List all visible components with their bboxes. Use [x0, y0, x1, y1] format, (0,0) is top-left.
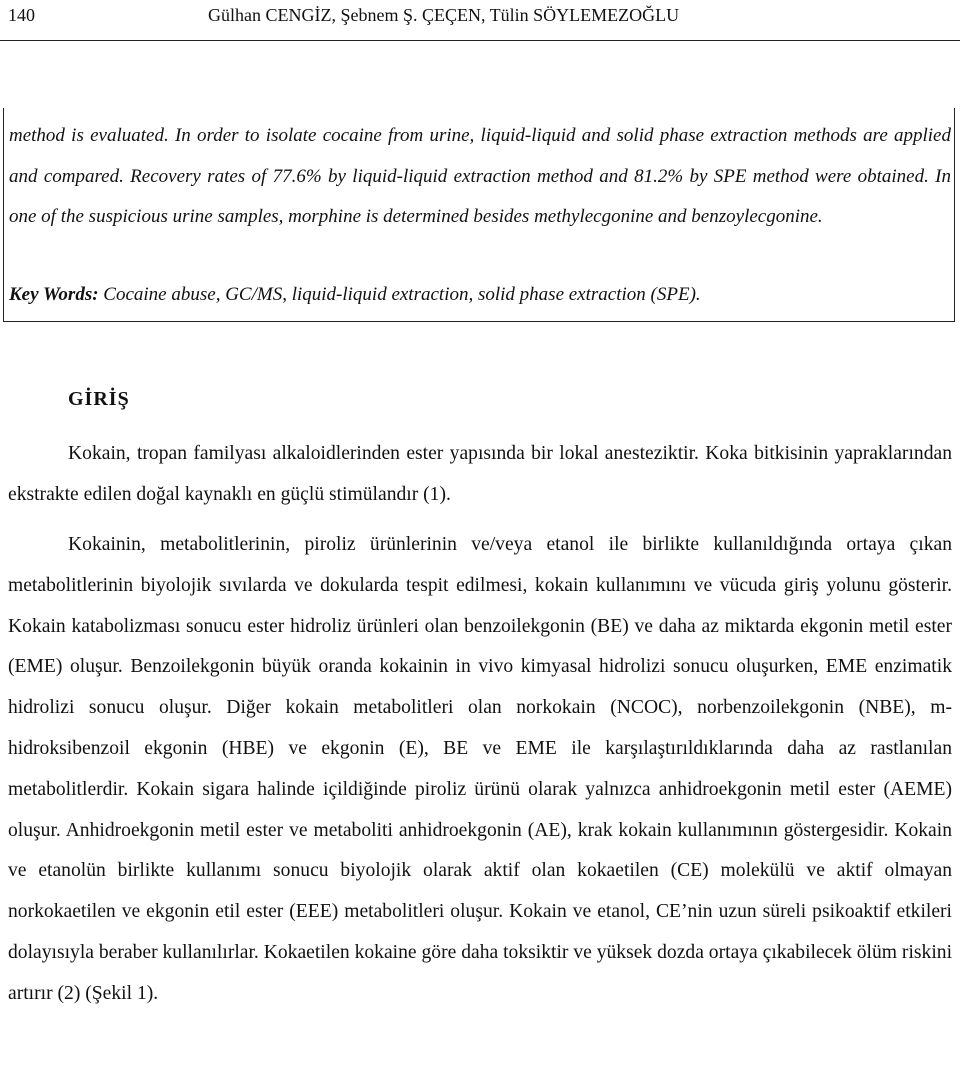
running-head-authors: Gülhan CENGİZ, Şebnem Ş. ÇEÇEN, Tülin SÖYLEMEZOĞLU: [208, 5, 680, 25]
keywords-text: Cocaine abuse, GC/MS, liquid-liquid extraction, solid phase extraction (SPE).: [98, 284, 701, 305]
page-number: 140: [8, 5, 35, 25]
page-header: [8, 4, 948, 26]
header-rule: [0, 40, 960, 41]
keywords-label: Key Words:: [9, 284, 99, 305]
body-paragraph: Kokainin, metabolitlerinin, piroliz ürünlerinin ve/veya etanol ile birlikte kullanıldığında ortaya çıkan metabolitlerinin biyolojik sıvılarda ve dokularda tespit edilmesi, kokain kullanımını ve vücuda giriş yolunu gösterir. Kokain katabolizması sonucu ester hidroliz ürünleri olan benzoilekgonin (BE) ve daha az miktarda ekgonin metil ester (EME) oluşur. Benzoilekgonin büyük oranda kokainin in vivo kimyasal hidrolizi sonucu oluşurken, EME enzimatik hidrolizi sonucu oluşur. Diğer kokain metabolitleri olan norkokain (NCOC), norbenzoilekgonin (NBE), m-hidroksibenzoil ekgonin (HBE) ve ekgonin (E), BE ve EME ile karşılaştırıldıklarında daha az rastlanılan metabolitlerdir. Kokain sigara halinde içildiğinde piroliz ürünü olarak yalnızca anhidroekgonin metil ester (AEME) oluşur. Anhidroekgonin metil ester ve metaboliti anhidroekgonin (AE), krak kokain kullanımının göstergesidir. Kokain ve etanolün birlikte kullanımı sonucu biyolojik olarak aktif olan kokaetilen (CE) molekülü ve aktif olmayan norkokaetilen ve ekgonin etil ester (EEE) metabolitleri oluşur. Kokain ve etanol, CE’nin uzun süreli psikoaktif etkileri dolayısıyla beraber kullanılırlar. Kokaetilen kokaine göre daha toksiktir ve yüksek dozda ortaya çıkabilecek ölüm riskini artırır (2) (Şekil 1).: [8, 534, 953, 1004]
abstract-text: method is evaluated. In order to isolate cocaine from urine, liquid-liquid and solid phase extraction methods are applied and compared. Recovery rates of 77.6% by liquid-liquid extraction method and 81.2% by SPE method were obtained. In one of the suspicious urine samples, morphine is determined besides methylecgonine and benzoylecgonine.: [9, 125, 951, 227]
keywords-line: [9, 279, 951, 311]
section-heading: GİRİŞ: [68, 388, 130, 410]
body-paragraph: Kokain, tropan familyası alkaloidlerinden ester yapısında bir lokal anesteziktir. Koka bitkisinin yapraklarından ekstrakte edilen doğal kaynaklı en güçlü stimülandır (1).: [8, 443, 952, 505]
